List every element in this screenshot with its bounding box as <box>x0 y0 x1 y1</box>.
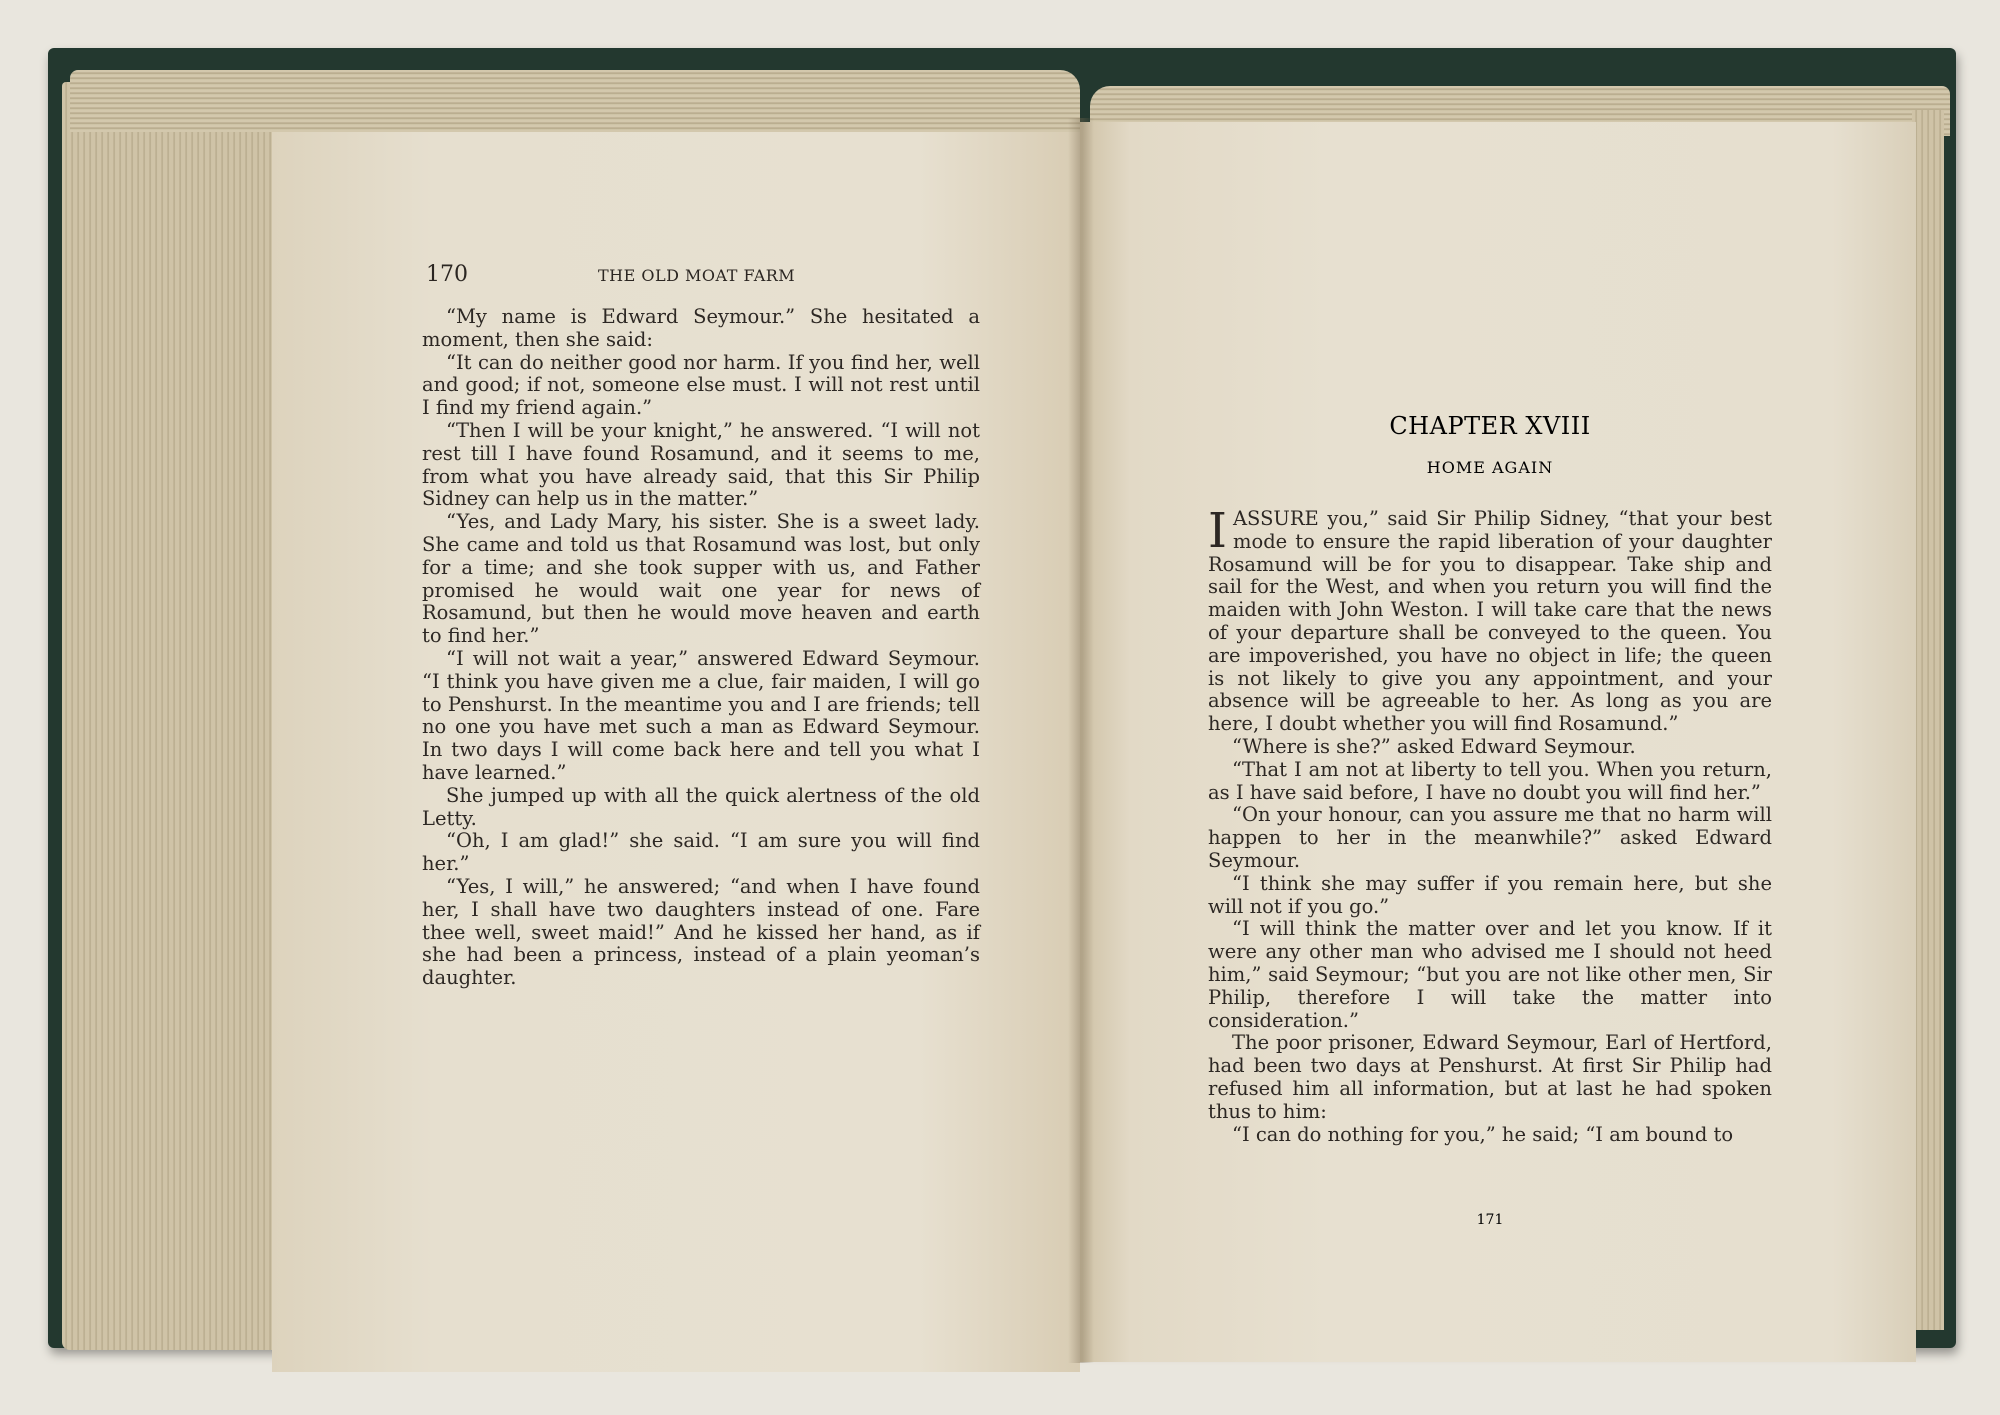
paragraph: “Yes, I will,” he answered; “and when I have found her, I shall have two daughters instead of one. Fare thee well, sweet maid!” And he kissed her hand, as if she had been a princess, instead of a plain yeoman’s daughter. <box>422 874 980 990</box>
right-page-text <box>1208 503 1772 1146</box>
right-page-number: 171 <box>1476 1212 1504 1228</box>
left-page-text <box>422 306 980 990</box>
paragraph: “Yes, and Lady Mary, his sister. She is a sweet lady. She came and told us that Rosamund was lost, but only for a time; and she took supper with us, and Father promised he would wait one year for news of Rosamund, but then he would move heaven and earth to find her.” <box>422 510 980 648</box>
paragraph: “I can do nothing for you,” he said; “I am bound to <box>1232 1122 1734 1146</box>
paragraph: “That I am not at liberty to tell you. When you return, as I have said before, I have no doubt you will find her.” <box>1208 757 1772 804</box>
chapter-title: CHAPTER XVIII <box>1389 412 1591 440</box>
chapter-subtitle: HOME AGAIN <box>1426 458 1554 477</box>
paragraph: “Oh, I am glad!” she said. “I am sure you will find her.” <box>422 829 980 876</box>
paragraph: “I will not wait a year,” answered Edward Seymour. “I think you have given me a clue, fair maiden, I will go to Penshurst. In the meantime you and I are friends; tell no one you have met such a man as Edward Seymour. In two days I will come back here and tell you what I have learned.” <box>422 646 980 784</box>
paragraph: “Where is she?” asked Edward Seymour. <box>1232 734 1636 758</box>
running-head <box>426 262 986 292</box>
left-page-number: 170 <box>426 262 468 287</box>
page-edges-top-left <box>70 70 1080 132</box>
paragraph: “On your honour, can you assure me that no harm will happen to her in the meanwhile?” asked Edward Seymour. <box>1208 803 1772 872</box>
paragraph: She jumped up with all the quick alertness of the old Letty. <box>422 783 980 830</box>
book-gutter <box>1068 118 1094 1363</box>
first-paragraph-text: ASSURE you,” said Sir Philip Sidney, “that your best mode to ensure the rapid liberation of your daughter Rosamund will be for you to disappear. Take ship and sail for the West, and when you return you will find the maiden with John Weston. I will take care that the news of your departure shall be conveyed to the queen. You are impoverished, you have no object in life; the queen is not likely to give you any appointment, and your absence will be agreeable to her. As long as you are here, I doubt whether you will find Rosamund.” <box>1208 507 1772 736</box>
page-edges-right <box>1912 110 1944 1330</box>
paragraph: “My name is Edward Seymour.” She hesitated a moment, then she said: <box>422 305 980 351</box>
paragraph: “It can do neither good nor harm. If you find her, well and good; if not, someone else must. I will not rest until I find my friend again.” <box>422 350 980 420</box>
paragraph: The poor prisoner, Edward Seymour, Earl of Hertford, had been two days at Penshurst. At first Sir Philip had refused him all information, but at last he had spoken thus to him: <box>1208 1031 1772 1123</box>
paragraph: “I think she may suffer if you remain here, but she will not if you go.” <box>1208 871 1772 918</box>
paragraph: “Then I will be your knight,” he answered. “I will not rest till I have found Rosamund, and it seems to me, from what you have already said, that this Sir Philip Sidney can help us in the matter.” <box>422 418 980 511</box>
first-paragraph <box>1208 503 1772 736</box>
paragraph: “I will think the matter over and let you know. If it were any other man who advised me I should not heed him,” said Seymour; “but you are not like other men, Sir Philip, therefore I will take the matter into consideration.” <box>1208 917 1772 1032</box>
running-head-title: THE OLD MOAT FARM <box>598 266 796 285</box>
drop-cap: I <box>1208 503 1227 559</box>
page-edges-left <box>62 82 292 1350</box>
